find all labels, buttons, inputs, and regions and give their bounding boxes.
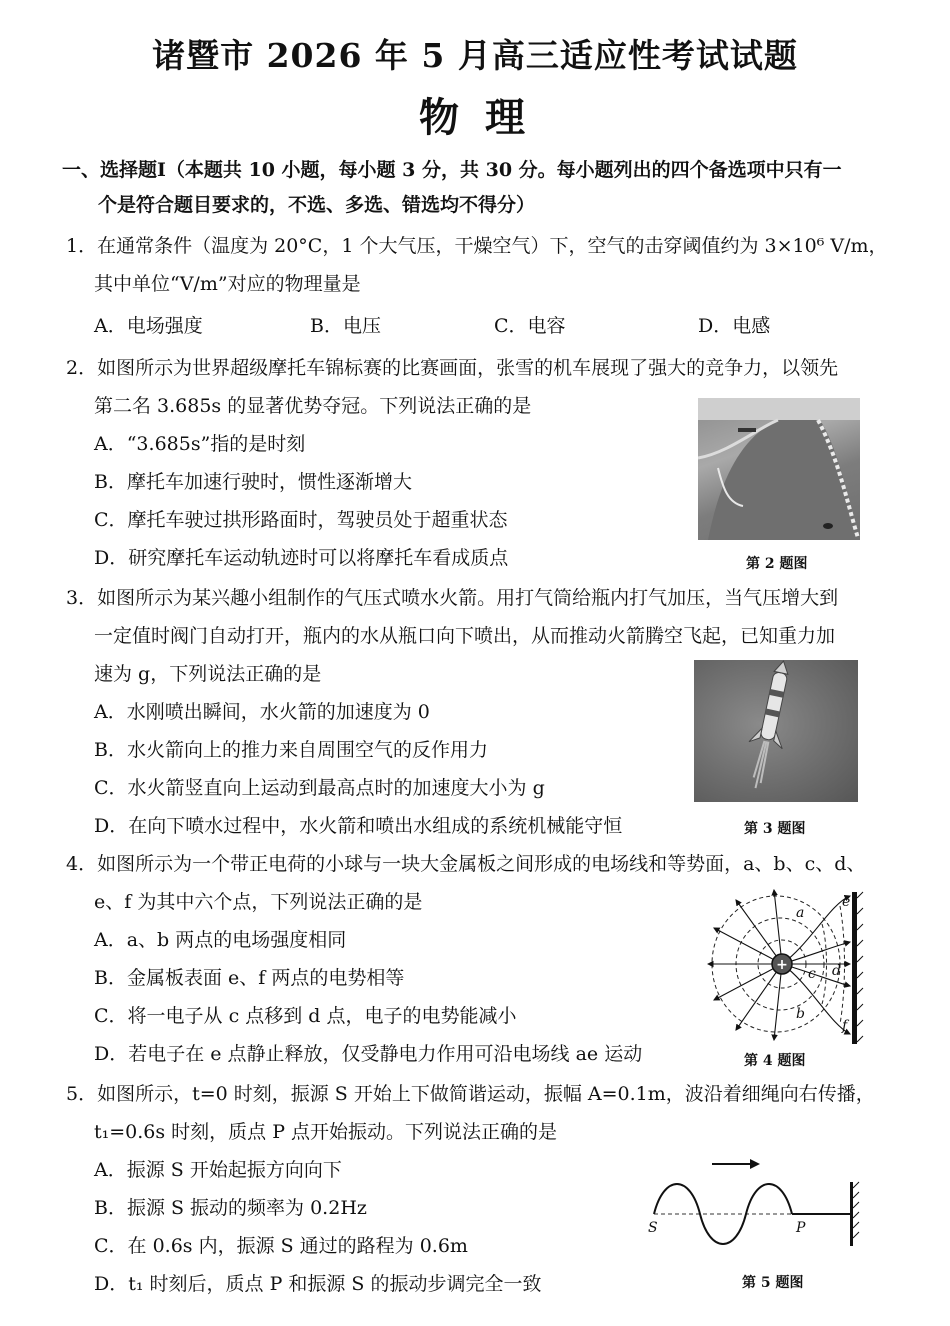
q4-label-e: e bbox=[842, 894, 851, 910]
q4-figure bbox=[700, 884, 870, 1046]
q1-stem-line2: 其中单位“V/m”对应的物理量是 bbox=[94, 273, 361, 295]
q5-figure-caption: 第 5 题图 bbox=[742, 1275, 804, 1291]
q4-label-b: b bbox=[796, 1006, 805, 1022]
q2-race-track-photo bbox=[698, 398, 860, 540]
q2-figure bbox=[698, 398, 860, 540]
q5-option-b: B．振源 S 振动的频率为 0.2Hz bbox=[94, 1197, 367, 1219]
q2-option-b: B．摩托车加速行驶时，惯性逐渐增大 bbox=[94, 471, 412, 493]
q5-option-c: C．在 0.6s 内，振源 S 通过的路程为 0.6m bbox=[94, 1235, 468, 1257]
q5-figure bbox=[640, 1152, 872, 1252]
q4-label-a: a bbox=[796, 905, 805, 921]
q3-option-c: C．水火箭竖直向上运动到最高点时的加速度大小为 g bbox=[94, 777, 545, 799]
q4-figure-caption: 第 4 题图 bbox=[744, 1053, 806, 1069]
q4-label-d: d bbox=[832, 963, 841, 979]
q5-wave-diagram bbox=[640, 1152, 872, 1252]
q4-stem-line2: e、f 为其中六个点，下列说法正确的是 bbox=[94, 891, 423, 913]
q3-water-rocket-photo bbox=[694, 660, 858, 802]
q3-figure-caption: 第 3 题图 bbox=[744, 821, 806, 837]
q4-stem-line1: 4．如图所示为一个带正电荷的小球与一块大金属板之间形成的电场线和等势面，a、b、c、d、 bbox=[66, 853, 866, 875]
q4-option-b: B．金属板表面 e、f 两点的电势相等 bbox=[94, 967, 405, 989]
q4-label-c: c bbox=[808, 966, 816, 982]
q1-option-a: A．电场强度 bbox=[94, 315, 203, 337]
q4-label-f: f bbox=[842, 1018, 848, 1034]
section-header-line1: 一、选择题Ⅰ（本题共 10 小题，每小题 3 分，共 30 分。每小题列出的四个备选项中只有一 bbox=[62, 159, 842, 181]
q5-option-a: A．振源 S 开始起振方向向下 bbox=[94, 1159, 342, 1181]
q2-option-c: C．摩托车驶过拱形路面时，驾驶员处于超重状态 bbox=[94, 509, 508, 531]
q4-option-a: A．a、b 两点的电场强度相同 bbox=[94, 929, 347, 951]
q3-option-a: A．水刚喷出瞬间，水火箭的加速度为 0 bbox=[94, 701, 430, 723]
q3-option-b: B．水火箭向上的推力来自周围空气的反作用力 bbox=[94, 739, 488, 761]
q1-stem-line1: 1．在通常条件（温度为 20°C，1 个大气压，干燥空气）下，空气的击穿阈值约为 3×10⁶ V/m， bbox=[66, 235, 888, 257]
subject-title: 物 理 bbox=[419, 94, 531, 141]
q5-label-p: P bbox=[796, 1220, 806, 1236]
page-title: 诸暨市 2026 年 5 月高三适应性考试试题 bbox=[152, 36, 798, 75]
q5-stem-line2: t₁=0.6s 时刻，质点 P 点开始振动。下列说法正确的是 bbox=[94, 1121, 558, 1143]
q4-option-c: C．将一电子从 c 点移到 d 点，电子的电势能减小 bbox=[94, 1005, 517, 1027]
q4-option-d: D．若电子在 e 点静止释放，仅受静电力作用可沿电场线 ae 运动 bbox=[94, 1043, 643, 1065]
q1-option-b: B．电压 bbox=[310, 315, 381, 337]
q1-option-d: D．电感 bbox=[698, 315, 771, 337]
q3-option-d: D．在向下喷水过程中，水火箭和喷出水组成的系统机械能守恒 bbox=[94, 815, 623, 837]
q3-stem-line2: 一定值时阀门自动打开，瓶内的水从瓶口向下喷出，从而推动火箭腾空飞起，已知重力加 bbox=[94, 625, 836, 647]
q3-stem-line1: 3．如图所示为某兴趣小组制作的气压式喷水火箭。用打气筒给瓶内打气加压，当气压增大到 bbox=[66, 587, 839, 609]
q2-option-a: A．“3.685s”指的是时刻 bbox=[94, 433, 306, 455]
q2-stem-line1: 2．如图所示为世界超级摩托车锦标赛的比赛画面，张雪的机车展现了强大的竞争力，以领先 bbox=[66, 357, 839, 379]
section-header-line2: 个是符合题目要求的，不选、多选、错选均不得分） bbox=[98, 194, 536, 216]
q4-charge-sign: + bbox=[776, 957, 788, 973]
q2-option-d: D．研究摩托车运动轨迹时可以将摩托车看成质点 bbox=[94, 547, 509, 569]
q5-stem-line1: 5．如图所示，t=0 时刻，振源 S 开始上下做简谐运动，振幅 A=0.1m，波沿着细绳向右传播， bbox=[66, 1083, 875, 1105]
q3-stem-line3: 速为 g，下列说法正确的是 bbox=[94, 663, 322, 685]
q1-option-c: C．电容 bbox=[494, 315, 566, 337]
q2-stem-line2: 第二名 3.685s 的显著优势夺冠。下列说法正确的是 bbox=[94, 395, 532, 417]
q5-label-s: S bbox=[648, 1220, 658, 1236]
q4-electric-field-diagram bbox=[700, 884, 870, 1046]
q5-option-d: D．t₁ 时刻后，质点 P 和振源 S 的振动步调完全一致 bbox=[94, 1273, 542, 1295]
q3-figure bbox=[694, 660, 858, 802]
q2-figure-caption: 第 2 题图 bbox=[746, 556, 808, 572]
